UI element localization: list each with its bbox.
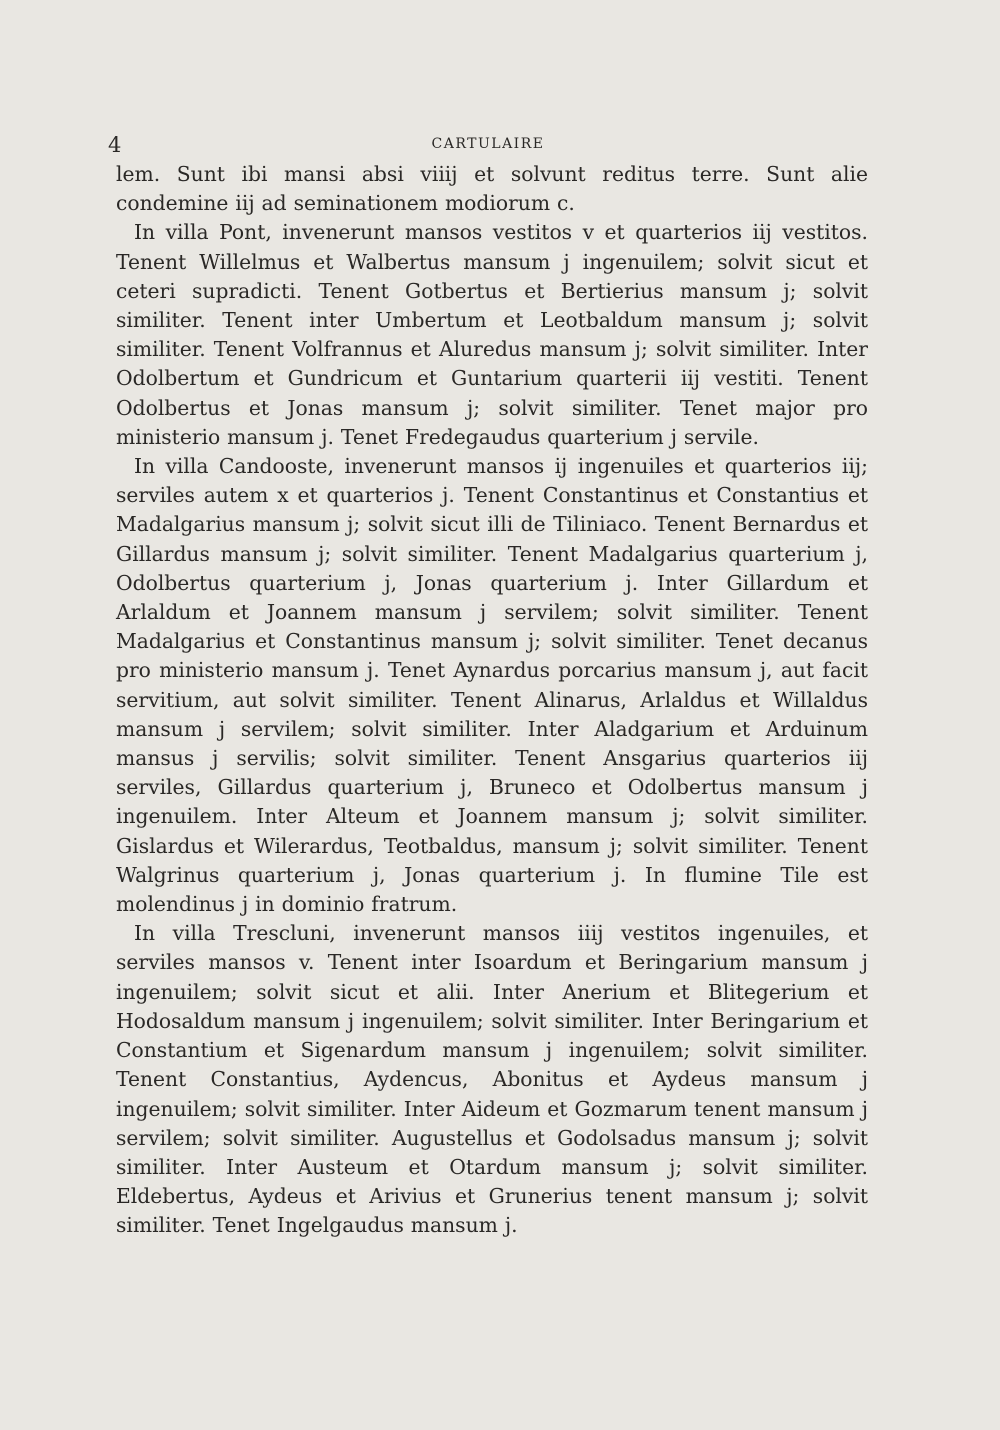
page-number: 4 — [108, 133, 122, 157]
paragraph-villa-trescluni: In villa Tresclunі, invenerunt mansos iiij vestitos ingenuiles, et serviles mansos v. Tenent inter Isoardum et Beringarium mansum j ingenuilem; solvit sicut et alii. Inter Anerium et Blitegerium et Hodosaldum mansum j ingenuilem; solvit similiter. Inter Beringarium et Constantium et Sigenardum mansum j ingenuilem; solvit similiter. Tenent Constantius, Aydencus, Abonitus et Aydeus mansum j ingenuilem; solvit similiter. Inter Aideum et Gozmarum tenent mansum j servilem; solvit similiter. Augustellus et Godolsadus mansum j; solvit similiter. Inter Austeum et Otardum mansum j; solvit similiter. Eldebertus, Aydeus et Arivius et Grunerius tenent mansum j; solvit similiter. Tenet Ingelgaudus mansum j. — [116, 921, 868, 1238]
running-title: CARTULAIRE — [431, 136, 545, 152]
running-head — [108, 133, 868, 157]
paragraph-villa-candooste: In villa Candooste, invenerunt mansos ij ingenuiles et quarterios iij; serviles autem x et quarterios j. Tenent Constantinus et Constantius et Madalgarius mansum j; solvit sicut illi de Tiliniaco. Tenent Bernardus et Gillardus mansum j; solvit similiter. Tenent Madalgarius quarterium j, Odolbertus quarterium j, Jonas quarterium j. Inter Gillardum et Arlaldum et Joannem mansum j servilem; solvit similiter. Tenent Madalgarius et Constantinus mansum j; solvit similiter. Tenet decanus pro ministerio mansum j. Tenet Aynardus porcarius mansum j, aut facit servitium, aut solvit similiter. Tenent Alinarus, Arlaldus et Willaldus mansum j servilem; solvit similiter. Inter Aladgarium et Arduinum mansus j servilis; solvit similiter. Tenent Ansgarius quarterios iij serviles, Gillardus quarterium j, Bruneco et Odolbertus mansum j ingenuilem. Inter Alteum et Joannem mansum j; solvit similiter. Gislardus et Wilerardus, Teotbaldus, mansum j; solvit similiter. Tenent Walgrinus quarterium j, Jonas quarterium j. In flumine Tile est molendinus j in dominio fratrum. — [116, 454, 868, 917]
paragraph-continuation: lem. Sunt ibi mansi absi viiij et solvunt reditus terre. Sunt alie condemine iij ad seminationem modiorum c. — [116, 162, 868, 216]
body-text — [116, 160, 868, 1241]
paragraph-villa-pont: In villa Pont, invenerunt mansos vestitos v et quarterios iij vestitos. Tenent Willelmus et Walbertus mansum j ingenuilem; solvit sicut et ceteri supradicti. Tenent Gotbertus et Bertierius mansum j; solvit similiter. Tenent inter Umbertum et Leotbaldum mansum j; solvit similiter. Tenent Volfrannus et Aluredus mansum j; solvit similiter. Inter Odolbertum et Gundricum et Guntarium quarterii iij vestiti. Tenent Odolbertus et Jonas mansum j; solvit similiter. Tenet major pro ministerio mansum j. Tenet Fredegaudus quarterium j servile. — [116, 220, 868, 449]
